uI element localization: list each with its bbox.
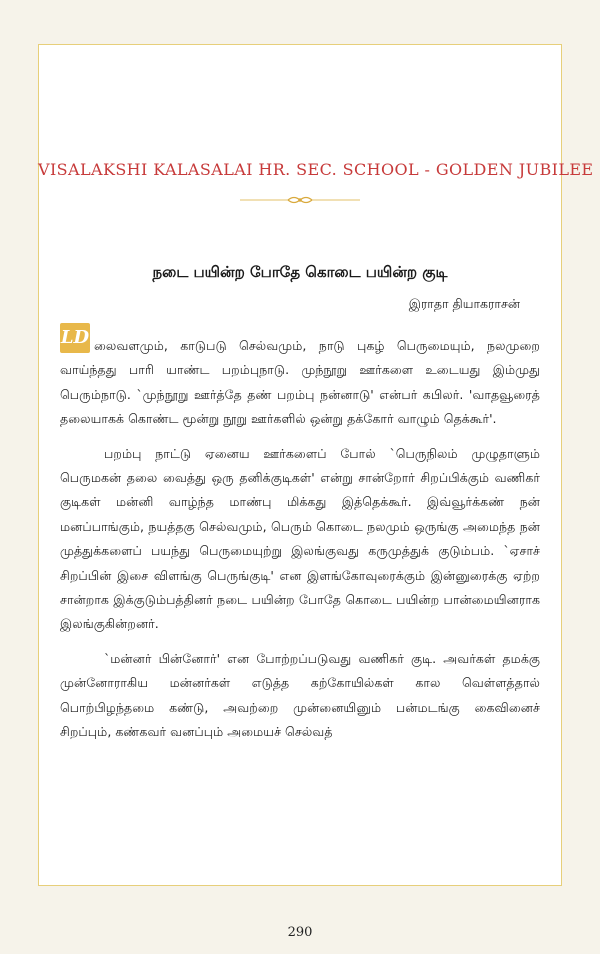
paragraph-1: லைவளமும், காடுபடு செல்வமும், நாடு புகழ் பெருமையும், நலமுறை வாய்ந்தது பாரி யாண்ட பறம்புநாடு. முந்நூறு ஊர்களை உடையது இம்முது பெரும்நாடு. `முந்நூறு ஊர்த்தே தண் பறம்பு நன்னாடு' என்பர் கபிலர். 'வாதவூரைத் தலையாகக் கொண்ட மூன்று நூறு ஊர்களில் ஒன்று தக்கோர் வாழும் தெக்கூர்'. xyxy=(60,338,540,427)
paragraph-3: `மன்னர் பின்னோர்' என போற்றப்படுவது வணிகர் குடி. அவர்கள் தமக்கு முன்னோராகிய மன்னர்கள் எடுத்த கற்கோயில்கள் கால வெள்ளத்தால் பொற்பிழந்தமை கண்டு, அவற்றை முன்னையினும் பன்மடங்கு கைவினைச் சிறப்பும், கண்கவர் வனப்பும் அமையச் செல்வத் xyxy=(60,650,540,740)
drop-cap: LD xyxy=(60,323,90,353)
divider-ornament-icon xyxy=(240,194,360,206)
paragraph-2: பறம்பு நாட்டு ஏனைய ஊர்களைப் போல் `பெருநிலம் முழுதாளும் பெருமகன் தலை வைத்து ஒரு தனிக்குடிகள்' என்று சான்றோர் சிறப்பிக்கும் வணிகர் குடிகள் மன்னி வாழ்ந்த மாண்பு மிக்கது இத்தெக்கூர். இவ்வூர்க்கண் நன் மனப்பாங்கும், நயத்தகு செல்வமும், பெரும் கொடை நலமும் ஒருங்கு அமைந்த நன் முத்துக்களைப் பயந்து பெருமையுற்று இலங்குவது கருமுத்துக் குடும்பம். `ஏசாச் சிறப்பின் இசை விளங்கு பெருங்குடி' என இளங்கோவுரைக்கும் இன்னுரைக்கு ஏற்ற சான்றாக இக்குடும்பத்தினர் நடை பயின்ற போதே கொடை பயின்ற பான்மையினராக இலங்குகின்றனர். xyxy=(60,445,540,632)
article-body xyxy=(60,334,540,755)
article-title: நடை பயின்ற போதே கொடை பயின்ற குடி xyxy=(152,263,448,281)
page-number: 290 xyxy=(287,925,313,940)
header-title: VISALAKSHI KALASALAI HR. SEC. SCHOOL - GOLDEN JUBILEE xyxy=(38,160,594,179)
author-name: இராதா தியாகராசன் xyxy=(408,296,520,311)
